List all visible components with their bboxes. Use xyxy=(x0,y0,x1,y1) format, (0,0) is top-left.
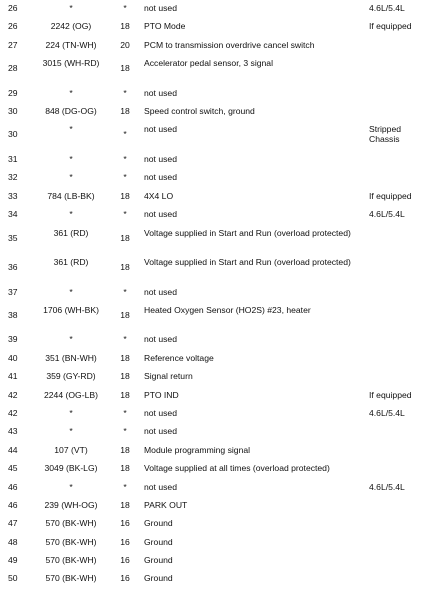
circuit-cell: 570 (BK-WH) xyxy=(45,518,97,529)
circuit-function-cell: PTO IND xyxy=(144,389,179,400)
table-row xyxy=(0,534,433,552)
wire-gauge-cell: 18 xyxy=(120,21,130,32)
circuit-cell: * xyxy=(69,286,73,297)
notes-cell xyxy=(369,103,433,121)
wire-gauge-cell: 16 xyxy=(120,573,130,584)
wire-gauge-cell: * xyxy=(123,172,127,183)
wire-gauge-cell: * xyxy=(123,87,127,98)
circuit-cell: * xyxy=(69,209,73,220)
wire-gauge-cell: 18 xyxy=(120,309,130,320)
wire-gauge-cell: 16 xyxy=(120,555,130,566)
circuit-cell: 2244 (OG-LB) xyxy=(44,389,98,400)
wire-gauge-cell: 18 xyxy=(120,63,130,74)
pin-number-cell: 46 xyxy=(8,481,18,492)
pin-number-cell: 32 xyxy=(8,172,18,183)
circuit-cell: 3049 (BK-LG) xyxy=(44,463,98,474)
notes-cell xyxy=(369,302,433,332)
circuit-function-cell: Ground xyxy=(144,518,173,529)
table-row xyxy=(0,254,433,284)
circuit-cell: * xyxy=(69,334,73,345)
circuit-cell: 570 (BK-WH) xyxy=(45,536,97,547)
circuit-function-cell: Voltage supplied at all times (overload protected) xyxy=(144,463,330,474)
table-row xyxy=(0,121,433,151)
table-row xyxy=(0,18,433,36)
circuit-cell: 3015 (WH-RD) xyxy=(42,58,100,69)
circuit-function-cell: not used xyxy=(144,124,177,135)
pin-number-cell: 41 xyxy=(8,371,18,382)
notes-cell: If equipped xyxy=(369,389,412,400)
notes-cell xyxy=(369,55,433,85)
notes-cell xyxy=(369,515,433,533)
table-row xyxy=(0,37,433,55)
table-row xyxy=(0,169,433,187)
pin-number-cell: 29 xyxy=(8,87,18,98)
circuit-function-cell: not used xyxy=(144,3,177,13)
pin-number-cell: 28 xyxy=(8,63,18,74)
wire-gauge-cell: 16 xyxy=(120,536,130,547)
notes-cell xyxy=(369,254,433,284)
pin-number-cell: 37 xyxy=(8,286,18,297)
circuit-cell: * xyxy=(69,407,73,418)
pin-number-cell: 30 xyxy=(8,106,18,117)
table-row xyxy=(0,570,433,588)
circuit-function-cell: 4X4 LO xyxy=(144,190,174,201)
pin-number-cell: 31 xyxy=(8,153,18,164)
notes-cell xyxy=(369,552,433,570)
wire-gauge-cell: 18 xyxy=(120,444,130,455)
circuit-function-cell: Module programming signal xyxy=(144,444,251,455)
table-row xyxy=(0,188,433,206)
pin-number-cell: 42 xyxy=(8,389,18,400)
table-row xyxy=(0,460,433,478)
circuit-cell: 351 (BN-WH) xyxy=(45,352,97,363)
wire-gauge-cell: * xyxy=(123,334,127,345)
pin-number-cell: 35 xyxy=(8,232,18,243)
pin-number-cell: 42 xyxy=(8,407,18,418)
notes-cell: 4.6L/5.4L xyxy=(369,407,405,418)
table-row xyxy=(0,151,433,169)
circuit-function-cell: not used xyxy=(144,153,177,164)
circuit-function-cell: not used xyxy=(144,407,177,418)
circuit-cell: * xyxy=(69,172,73,183)
circuit-cell: 361 (RD) xyxy=(53,227,89,238)
circuit-function-cell: not used xyxy=(144,426,177,437)
circuit-function-cell: not used xyxy=(144,209,177,220)
notes-cell xyxy=(369,570,433,588)
notes-cell xyxy=(369,350,433,368)
notes-cell: If equipped xyxy=(369,190,412,201)
circuit-cell: 570 (BK-WH) xyxy=(45,555,97,566)
notes-cell xyxy=(369,85,433,103)
circuit-cell: 361 (RD) xyxy=(53,257,89,268)
table-row xyxy=(0,302,433,332)
circuit-cell: 784 (LB-BK) xyxy=(47,190,95,201)
notes-cell xyxy=(369,534,433,552)
wire-gauge-cell: * xyxy=(123,286,127,297)
wire-gauge-cell: 20 xyxy=(120,39,130,50)
wire-gauge-cell: 18 xyxy=(120,232,130,243)
circuit-cell: * xyxy=(69,481,73,492)
circuit-function-cell: not used xyxy=(144,286,177,297)
pin-number-cell: 30 xyxy=(8,129,18,140)
circuit-function-cell: PTO Mode xyxy=(144,21,186,32)
table-row xyxy=(0,423,433,441)
circuit-cell: 570 (BK-WH) xyxy=(45,573,97,584)
wire-gauge-cell: * xyxy=(123,129,127,140)
table-row xyxy=(0,405,433,423)
pin-number-cell: 34 xyxy=(8,209,18,220)
table-row xyxy=(0,103,433,121)
circuit-function-cell: Accelerator pedal sensor, 3 signal xyxy=(144,58,273,69)
table-row xyxy=(0,497,433,515)
pin-number-cell: 36 xyxy=(8,262,18,273)
wire-gauge-cell: * xyxy=(123,481,127,492)
pin-number-cell: 39 xyxy=(8,334,18,345)
circuit-function-cell: Ground xyxy=(144,536,173,547)
pin-number-cell: 48 xyxy=(8,536,18,547)
circuit-function-cell: PCM to transmission overdrive cancel switch xyxy=(144,39,315,50)
table-row xyxy=(0,442,433,460)
circuit-function-cell: PARK OUT xyxy=(144,499,188,510)
table-row xyxy=(0,350,433,368)
wire-gauge-cell: 18 xyxy=(120,463,130,474)
circuit-function-cell: Voltage supplied in Start and Run (overload protected) xyxy=(144,257,351,268)
circuit-function-cell: Heated Oxygen Sensor (HO2S) #23, heater xyxy=(144,304,311,315)
notes-cell xyxy=(369,442,433,460)
notes-cell xyxy=(369,225,433,255)
table-row xyxy=(0,552,433,570)
circuit-cell: 1706 (WH-BK) xyxy=(43,304,99,315)
circuit-cell: * xyxy=(69,3,73,13)
wire-gauge-cell: 16 xyxy=(120,518,130,529)
wire-gauge-cell: 18 xyxy=(120,499,130,510)
table-row xyxy=(0,387,433,405)
pin-number-cell: 27 xyxy=(8,39,18,50)
circuit-cell: * xyxy=(69,87,73,98)
circuit-cell: 2242 (OG) xyxy=(50,21,92,32)
pin-number-cell: 43 xyxy=(8,426,18,437)
circuit-cell: * xyxy=(69,426,73,437)
table-row xyxy=(0,284,433,302)
notes-cell xyxy=(369,37,433,55)
circuit-function-cell: Ground xyxy=(144,573,173,584)
pin-number-cell: 33 xyxy=(8,190,18,201)
circuit-cell: 239 (WH-OG) xyxy=(44,499,98,510)
circuit-function-cell: not used xyxy=(144,334,177,345)
circuit-cell: 224 (TN-WH) xyxy=(45,39,97,50)
wire-gauge-cell: 18 xyxy=(120,190,130,201)
circuit-cell: 848 (DG-OG) xyxy=(45,106,97,117)
circuit-function-cell: Speed control switch, ground xyxy=(144,106,255,117)
notes-cell xyxy=(369,331,433,349)
circuit-function-cell: Signal return xyxy=(144,371,193,382)
pin-number-cell: 44 xyxy=(8,444,18,455)
wire-gauge-cell: * xyxy=(123,3,127,13)
wire-gauge-cell: * xyxy=(123,426,127,437)
notes-cell xyxy=(369,284,433,302)
circuit-cell: 359 (GY-RD) xyxy=(46,371,96,382)
circuit-function-cell: Voltage supplied in Start and Run (overload protected) xyxy=(144,227,351,238)
notes-cell: If equipped xyxy=(369,21,412,32)
table-row xyxy=(0,368,433,386)
wire-gauge-cell: * xyxy=(123,209,127,220)
table-row xyxy=(0,0,433,18)
circuit-function-cell: Reference voltage xyxy=(144,352,214,363)
circuit-function-cell: Ground xyxy=(144,555,173,566)
pin-number-cell: 38 xyxy=(8,309,18,320)
wire-gauge-cell: 18 xyxy=(120,371,130,382)
circuit-cell: * xyxy=(69,124,73,135)
wire-gauge-cell: * xyxy=(123,407,127,418)
circuit-function-cell: not used xyxy=(144,172,177,183)
wire-gauge-cell: 18 xyxy=(120,389,130,400)
notes-cell xyxy=(369,368,433,386)
wire-gauge-cell: * xyxy=(123,153,127,164)
circuit-cell: 107 (VT) xyxy=(54,444,88,455)
table-row xyxy=(0,515,433,533)
table-row xyxy=(0,55,433,85)
table-row xyxy=(0,331,433,349)
table-row xyxy=(0,225,433,255)
pin-number-cell: 26 xyxy=(8,3,18,13)
circuit-function-cell: not used xyxy=(144,87,177,98)
notes-cell xyxy=(369,151,433,169)
notes-cell: 4.6L/5.4L xyxy=(369,481,405,492)
notes-cell xyxy=(369,497,433,515)
notes-cell xyxy=(369,423,433,441)
pin-number-cell: 50 xyxy=(8,573,18,584)
notes-cell: Stripped Chassis xyxy=(369,124,402,145)
notes-cell: 4.6L/5.4L xyxy=(369,209,405,220)
wire-gauge-cell: 18 xyxy=(120,262,130,273)
notes-cell: 4.6L/5.4L xyxy=(369,3,405,13)
table-row xyxy=(0,85,433,103)
table-row xyxy=(0,479,433,497)
pin-number-cell: 49 xyxy=(8,555,18,566)
circuit-cell: * xyxy=(69,153,73,164)
pin-number-cell: 46 xyxy=(8,499,18,510)
pin-number-cell: 47 xyxy=(8,518,18,529)
notes-cell xyxy=(369,460,433,478)
pin-number-cell: 45 xyxy=(8,463,18,474)
pin-number-cell: 26 xyxy=(8,21,18,32)
notes-cell xyxy=(369,169,433,187)
wire-gauge-cell: 18 xyxy=(120,352,130,363)
table-row xyxy=(0,206,433,224)
pin-number-cell: 40 xyxy=(8,352,18,363)
wire-gauge-cell: 18 xyxy=(120,106,130,117)
circuit-function-cell: not used xyxy=(144,481,177,492)
